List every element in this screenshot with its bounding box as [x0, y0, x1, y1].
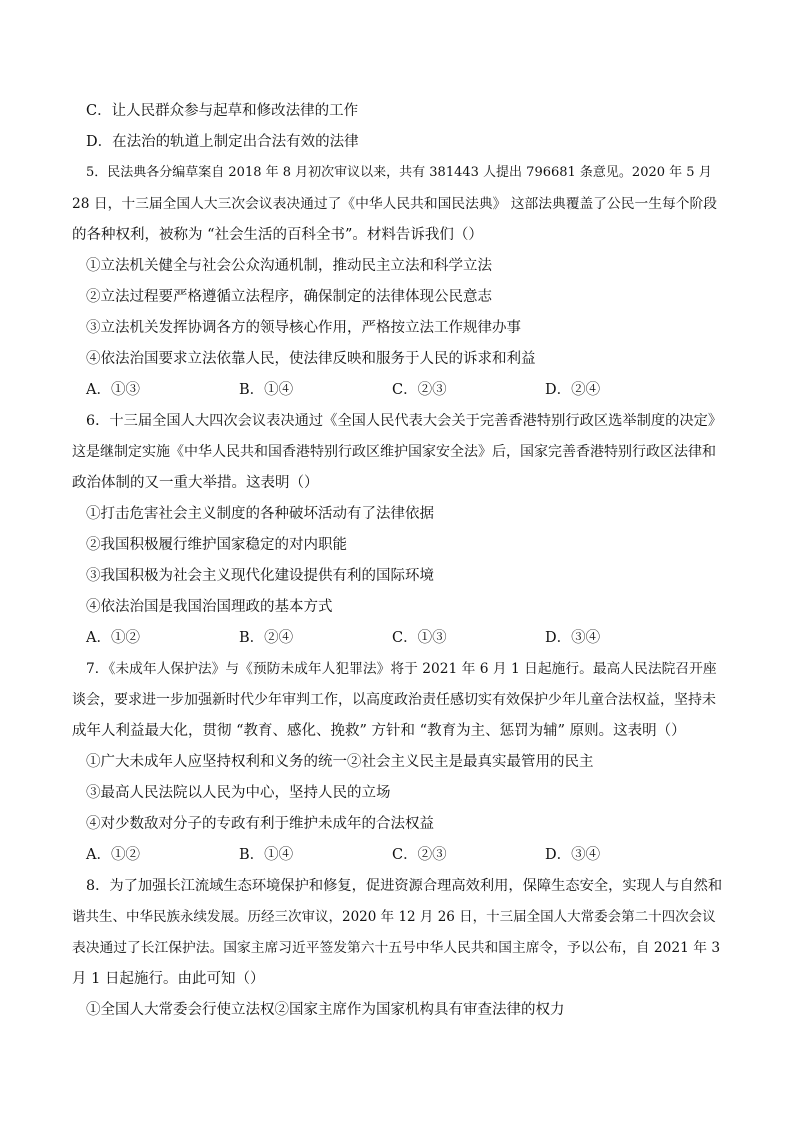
q7-stem-line-1: 7．《未成年人保护法》与《预防未成年人犯罪法》将于 2021 年 6 月 1 日起施行。最高人民法院召开座	[86, 661, 717, 677]
q5-stem-line-3: 的各种权利，被称为 “社会生活的百科全书”。材料告诉我们（）	[72, 227, 483, 243]
q7-stem-line-2: 谈会，要求进一步加强新时代少年审判工作，以高度政治责任感切实有效保护少年儿童合法权益，坚持未	[72, 692, 716, 708]
q5-statement-4: ④依法治国要求立法依靠人民，使法律反映和服务于人民的诉求和利益	[86, 351, 536, 367]
q7-option-d: D．③④	[545, 847, 601, 863]
q7-statement-3: ③最高人民法院以人民为中心，坚持人民的立场	[86, 785, 391, 801]
q6-statement-3: ③我国积极为社会主义现代化建设提供有利的国际环境	[86, 568, 434, 584]
q7-options	[86, 845, 726, 865]
q8-stem-line-1: 8．为了加强长江流域生态环境保护和修复，促进资源合理高效利用，保障生态安全，实现人与自然和	[86, 878, 723, 894]
q5-option-b: B．①④	[239, 382, 294, 398]
q5-statement-1: ①立法机关健全与社会公众沟通机制，推动民主立法和科学立法	[86, 258, 492, 274]
q7-statement-4: ④对少数敌对分子的专政有利于维护未成年的合法权益	[86, 816, 434, 832]
q8-stem-line-3: 表决通过了长江保护法。国家主席习近平签发第六十五号中华人民共和国主席令，予以公布，自 2021 年 3	[72, 940, 721, 956]
q4-option-d: D．在法治的轨道上制定出合法有效的法律	[86, 134, 359, 150]
q6-statement-2: ②我国积极履行维护国家稳定的对内职能	[86, 537, 347, 553]
q6-option-d: D．③④	[545, 630, 601, 646]
q6-options	[86, 628, 726, 648]
q6-statement-1: ①打击危害社会主义制度的各种破坏活动有了法律依据	[86, 506, 434, 522]
q7-option-b: B．①④	[239, 847, 294, 863]
q6-option-c: C．①③	[392, 630, 447, 646]
q6-option-a: A．①②	[86, 630, 140, 646]
q5-option-a: A．①③	[86, 382, 140, 398]
q4-option-c: C．让人民群众参与起草和修改法律的工作	[86, 103, 359, 119]
q6-stem-line-3: 政治体制的又一重大举措。这表明（）	[72, 475, 319, 491]
q7-option-c: C．②③	[392, 847, 447, 863]
q8-statement-1-2: ①全国人大常委会行使立法权②国家主席作为国家机构具有审查法律的权力	[86, 1002, 565, 1018]
q6-stem-line-1: 6．十三届全国人大四次会议表决通过《全国人民代表大会关于完善香港特别行政区选举制度的决定》	[86, 413, 723, 429]
q5-options	[86, 380, 726, 400]
q8-stem-line-4: 月 1 日起施行。由此可知（）	[72, 971, 265, 987]
q7-statement-1-2: ①广大未成年人应坚持权利和义务的统一②社会主义民主是最真实最管用的民主	[86, 754, 594, 770]
q6-option-b: B．②④	[239, 630, 294, 646]
q8-stem-line-2: 谐共生、中华民族永续发展。历经三次审议，2020 年 12 月 26 日，十三届全国人大常委会第二十四次会议	[72, 909, 716, 925]
q6-stem-line-2: 这是继制定实施《中华人民共和国香港特别行政区维护国家安全法》后，国家完善香港特别行政区法律和	[72, 444, 716, 460]
q5-option-d: D．②④	[545, 382, 601, 398]
q5-statement-3: ③立法机关发挥协调各方的领导核心作用，严格按立法工作规律办事	[86, 320, 521, 336]
q5-stem-line-2: 28 日，十三届全国人大三次会议表决通过了《中华人民共和国民法典》 这部法典覆盖了公民一生每个阶段	[72, 196, 717, 212]
q5-stem-line-1: 5．民法典各分编草案自 2018 年 8 月初次审议以来，共有 381443 人提出 796681 条意见。2020 年 5 月	[86, 165, 712, 180]
q5-statement-2: ②立法过程要严格遵循立法程序，确保制定的法律体现公民意志	[86, 289, 492, 305]
q7-option-a: A．①②	[86, 847, 140, 863]
q7-stem-line-3: 成年人利益最大化，贯彻 “教育、感化、挽救” 方针和 “教育为主、惩罚为辅” 原则。这表明（）	[72, 723, 686, 739]
q5-option-c: C．②③	[392, 382, 447, 398]
q6-statement-4: ④依法治国是我国治国理政的基本方式	[86, 599, 333, 615]
